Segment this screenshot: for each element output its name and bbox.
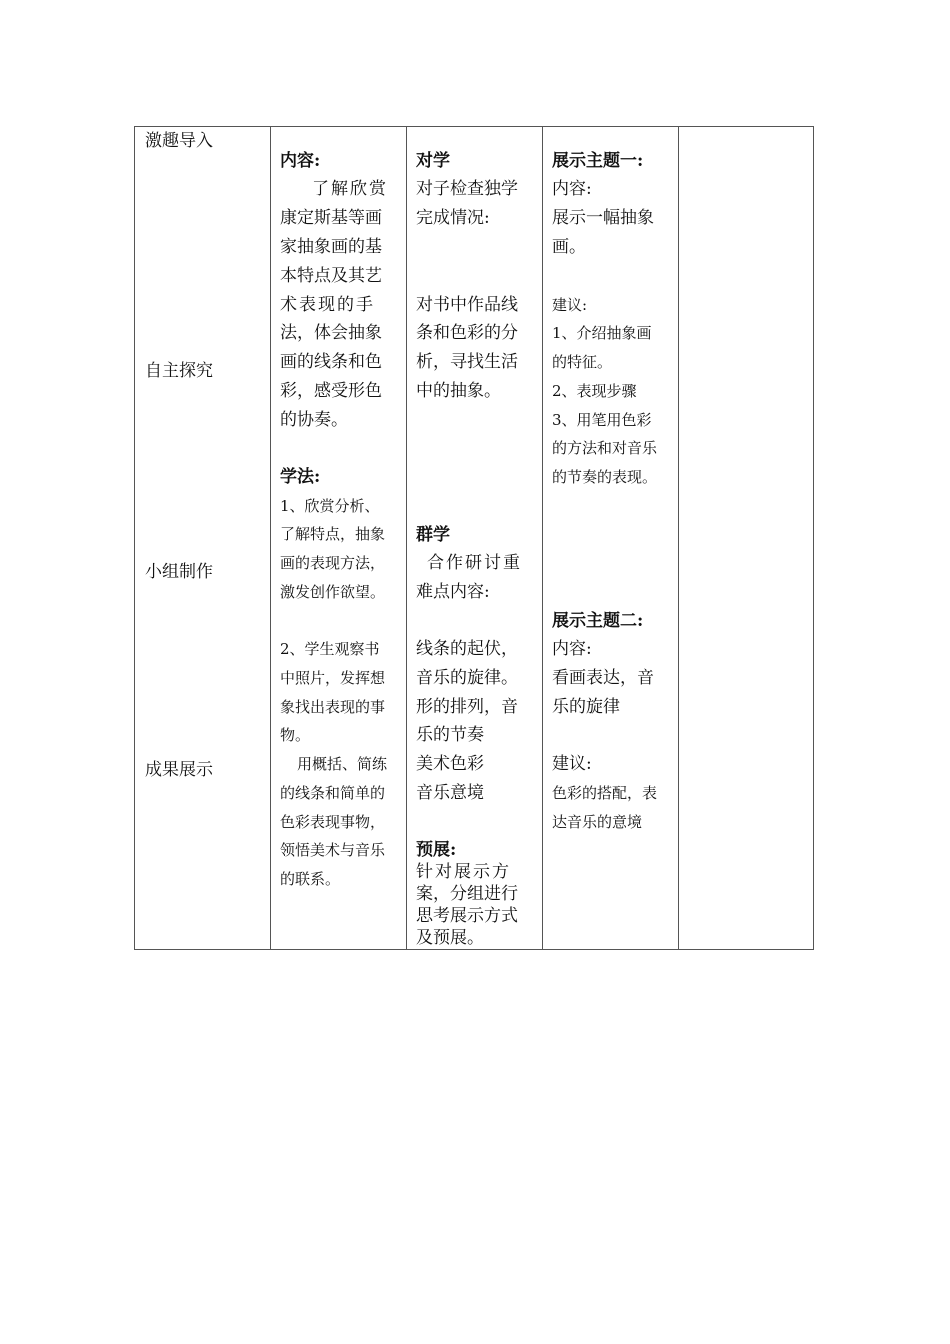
suggestion-line: 2、表现步骤 bbox=[552, 382, 637, 400]
content-line: 彩，感受形色 bbox=[280, 381, 382, 401]
theme-line: 展示一幅抽象 bbox=[552, 208, 654, 228]
pair-study-title: 对学 bbox=[416, 151, 450, 171]
stage-label: 激趣导入 bbox=[145, 131, 213, 151]
analysis-line: 中的抽象。 bbox=[416, 381, 501, 401]
content-line: 家抽象画的基 bbox=[280, 237, 382, 257]
point-line: 音乐意境 bbox=[416, 783, 484, 803]
point-line: 乐的节奏 bbox=[416, 725, 484, 745]
method-line: 中照片，发挥想 bbox=[280, 669, 386, 687]
suggestion-title: 建议: bbox=[552, 296, 588, 314]
suggestion-line: 色彩的搭配，表 bbox=[552, 784, 658, 802]
analysis-line: 对书中作品线 bbox=[416, 295, 518, 315]
content-line: 画的线条和色 bbox=[280, 352, 382, 372]
stage-label: 成果展示 bbox=[145, 760, 213, 780]
suggestion-title: 建议: bbox=[552, 754, 592, 774]
theme-line: 乐的旋律 bbox=[552, 697, 620, 717]
content-line: 了解欣赏 bbox=[312, 179, 388, 199]
pair-study-line: 完成情况: bbox=[416, 208, 490, 228]
analysis-line: 条和色彩的分 bbox=[416, 323, 518, 343]
method-line: 激发创作欲望。 bbox=[280, 583, 386, 601]
method-line: 画的表现方法， bbox=[280, 554, 386, 572]
point-line: 线条的起伏， bbox=[416, 639, 518, 659]
theme-line: 看画表达，音 bbox=[552, 668, 654, 688]
group-study-line: 难点内容: bbox=[416, 582, 490, 602]
point-line: 音乐的旋律。 bbox=[416, 668, 518, 688]
learning-column bbox=[407, 127, 542, 949]
lesson-table bbox=[134, 126, 814, 950]
preview-line: 思考展示方式 bbox=[416, 906, 518, 926]
suggestion-line: 的特征。 bbox=[552, 353, 613, 371]
suggestion-line: 1、介绍抽象画 bbox=[552, 324, 652, 342]
suggestion-line: 达音乐的意境 bbox=[552, 813, 643, 831]
method-line: 色彩表现事物， bbox=[280, 813, 386, 831]
pair-study-line: 对子检查独学 bbox=[416, 179, 518, 199]
method-line: 用概括、简练 bbox=[297, 755, 388, 773]
stage-label: 小组制作 bbox=[145, 562, 213, 582]
method-line: 的联系。 bbox=[280, 870, 341, 888]
stage-column bbox=[135, 127, 270, 949]
preview-line: 案，分组进行 bbox=[416, 884, 518, 904]
method-line: 物。 bbox=[280, 726, 311, 744]
suggestion-line: 的方法和对音乐 bbox=[552, 439, 658, 457]
method-line: 的线条和简单的 bbox=[280, 784, 386, 802]
method-title: 学法: bbox=[280, 467, 321, 487]
preview-title: 预展: bbox=[416, 840, 457, 860]
content-line: 本特点及其艺 bbox=[280, 266, 382, 286]
theme-line: 画。 bbox=[552, 237, 586, 257]
group-study-line: 合作研讨重 bbox=[427, 553, 522, 573]
theme-line: 内容: bbox=[552, 179, 592, 199]
preview-line: 及预展。 bbox=[416, 928, 484, 948]
point-line: 形的排列，音 bbox=[416, 697, 518, 717]
content-line: 的协奏。 bbox=[280, 410, 348, 430]
theme-title: 展示主题一: bbox=[552, 151, 644, 171]
analysis-line: 析，寻找生活 bbox=[416, 352, 518, 372]
content-line: 法，体会抽象 bbox=[280, 323, 382, 343]
display-column bbox=[543, 127, 678, 949]
content-line: 康定斯基等画 bbox=[280, 208, 382, 228]
content-line: 术表现的手 bbox=[280, 295, 375, 315]
student-column bbox=[271, 127, 406, 949]
point-line: 美术色彩 bbox=[416, 754, 484, 774]
preview-line: 针对展示方 bbox=[416, 862, 511, 882]
theme-line: 内容: bbox=[552, 639, 592, 659]
method-line: 了解特点，抽象 bbox=[280, 525, 386, 543]
content-title: 内容: bbox=[280, 151, 321, 171]
suggestion-line: 的节奏的表现。 bbox=[552, 468, 658, 486]
method-line: 1、欣赏分析、 bbox=[280, 497, 380, 515]
method-line: 象找出表现的事 bbox=[280, 698, 386, 716]
stage-label: 自主探究 bbox=[145, 361, 213, 381]
theme-title: 展示主题二: bbox=[552, 611, 644, 631]
method-line: 领悟美术与音乐 bbox=[280, 841, 386, 859]
notes-column bbox=[679, 127, 814, 949]
method-line: 2、学生观察书 bbox=[280, 640, 380, 658]
suggestion-line: 3、用笔用色彩 bbox=[552, 411, 652, 429]
group-study-title: 群学 bbox=[416, 525, 450, 545]
